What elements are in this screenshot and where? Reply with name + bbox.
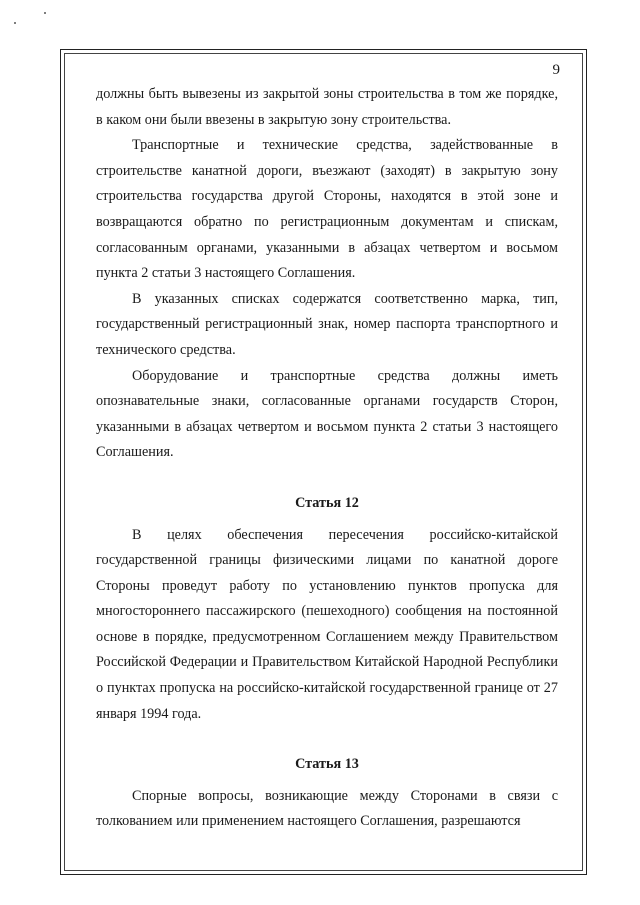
article-12-heading: Статья 12 [295,494,359,511]
spacer [96,466,558,491]
paragraph-identification-marks: Оборудование и транспортные средства должны иметь опознавательные знаки, согласованные органами государств Сторон, указанными в абзацах четвертом и восьмом пункта 2 статьи 3 настоящего Соглашения. [96,367,558,461]
document-body [96,82,558,835]
scan-speck [44,12,46,14]
article-13-text: Спорные вопросы, возникающие между Сторонами в связи с толкованием или применением настоящего Соглашения, разрешаются [96,787,558,830]
paragraph-transport-means: Транспортные и технические средства, задействованные в строительстве канатной дороги, въезжают (заходят) в закрытую зону строительства государства другой Стороны, находятся в этой зоне и возвращаются обратно по регистрационным документам и спискам, согласованным органами, указанными в абзацах четвертом и восьмом пункта 2 статьи 3 настоящего Соглашения. [96,137,558,282]
article-12-text: В целях обеспечения пересечения российско-китайской государственной границы физическими лицами по канатной дороге Стороны проведут работу по установлению пунктов пропуска для многостороннего пассажирского (пешеходного) сообщения на постоянной основе в порядке, предусмотренном Соглашением между Правительством Российской Федерации и Правительством Китайской Народной Республики о пунктах пропуска на российско-китайской государственной границе от 27 января 1994 года. [96,526,558,722]
article-13-heading: Статья 13 [295,756,359,773]
spacer [96,727,558,752]
scan-speck [14,22,16,24]
paragraph-continuation: должны быть вывезены из закрытой зоны строительства в том же порядке, в каком они были ввезены в закрытую зону строительства. [96,86,558,128]
paragraph-lists-contents: В указанных списках содержатся соответственно марка, тип, государственный регистрационный знак, номер паспорта транспортного и технического средства. [96,290,558,358]
page-number: 9 [552,62,560,78]
